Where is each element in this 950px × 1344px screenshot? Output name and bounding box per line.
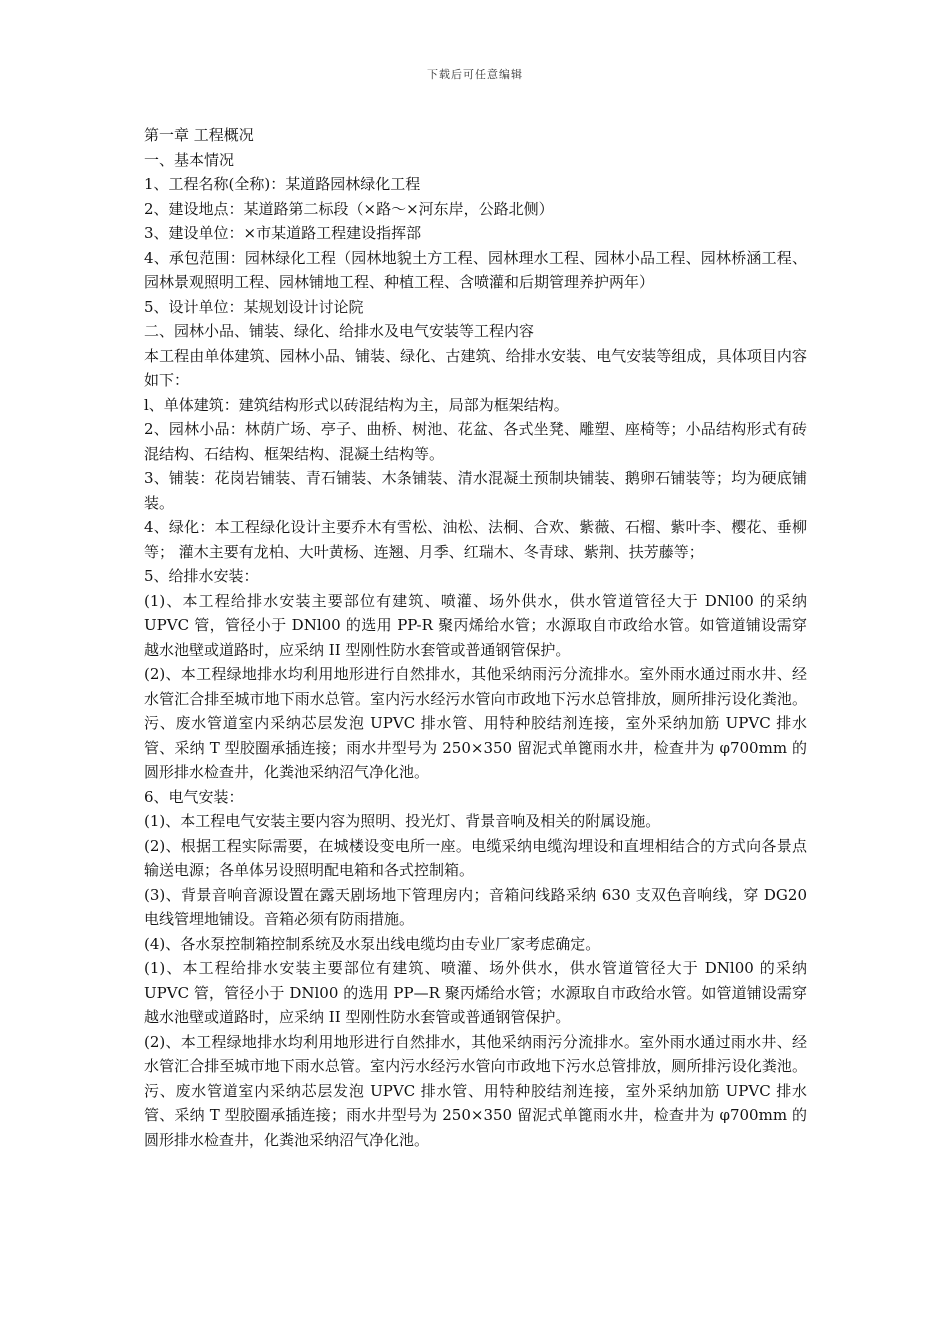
paragraph: 4、绿化：本工程绿化设计主要乔木有雪松、油松、法桐、合欢、紫薇、石榴、紫叶李、樱花、垂柳等； 灌木主要有龙柏、大叶黄杨、连翘、月季、红瑞木、冬青球、紫荆、扶芳藤等； [144, 518, 807, 561]
paragraph: 本工程由单体建筑、园林小品、铺装、绿化、古建筑、给排水安装、电气安装等组成，具体项目内容如下： [144, 346, 807, 389]
paragraph: l、单体建筑：建筑结构形式以砖混结构为主，局部为框架结构。 [144, 395, 569, 414]
paragraph: 5、给排水安装： [144, 567, 259, 585]
paragraph: 2、建设地点：某道路第二标段（×路～×河东岸，公路北侧） [144, 199, 554, 218]
paragraph: (1)、本工程电气安装主要内容为照明、投光灯、背景音响及相关的附属设施。 [144, 812, 661, 830]
paragraph: (4)、各水泵控制箱控制系统及水泵出线电缆均由专业厂家考虑确定。 [144, 934, 601, 953]
paragraph: (1)、本工程给排水安装主要部位有建筑、喷灌、场外供水，供水管道管径大于 DNl00 的采纳 UPVC 管，管径小于 DNl00 的选用 PP—R 聚丙烯给水管；水源取自市政给水管。如管道铺设需穿越水池壁或道路时，应采纳 II 型刚性防水套管或普通钢管保护。 [144, 959, 807, 1026]
document-body [144, 123, 807, 1152]
section-heading-scope: 二、园林小品、铺装、绿化、给排水及电气安装等工程内容 [144, 322, 535, 340]
paragraph: 2、园林小品：林荫广场、亭子、曲桥、树池、花盆、各式坐凳、雕塑、座椅等；小品结构形式有砖混结构、石结构、框架结构、混凝土结构等。 [144, 420, 807, 463]
paragraph: 4、承包范围：园林绿化工程（园林地貌土方工程、园林理水工程、园林小品工程、园林桥涵工程、园林景观照明工程、园林铺地工程、种植工程、含喷灌和后期管理养护两年） [144, 248, 807, 291]
page-header-note: 下载后可任意编辑 [427, 68, 523, 81]
paragraph: (2)、根据工程实际需要，在城楼设变电所一座。电缆采纳电缆沟埋设和直埋相结合的方式向各景点输送电源；各单体另设照明配电箱和各式控制箱。 [144, 836, 807, 879]
paragraph: (2)、本工程绿地排水均利用地形进行自然排水，其他采纳雨污分流排水。室外雨水通过雨水井、经水管汇合排至城市地下雨水总管。室内污水经污水管向市政地下污水总管排放，厕所排污设化粪池。污、废水管道室内采纳芯层发泡 UPVC 排水管、用特种胶结剂连接，室外采纳加筋 UPVC 排水管、采纳 T 型胶圈承插连接；雨水井型号为 250×350 留泥式单篦雨水井，检查井为 φ700mm 的圆形排水检查井，化粪池采纳沼气净化池。 [144, 1032, 807, 1149]
paragraph: (3)、背景音响音源设置在露天剧场地下管理房内；音箱问线路采纳 630 支双色音响线，穿 DG20 电线管埋地铺设。音箱必须有防雨措施。 [144, 885, 807, 928]
paragraph: 3、建设单位：×市某道路工程建设指挥部 [144, 224, 422, 242]
paragraph: 1、工程名称(全称)：某道路园林绿化工程 [144, 175, 421, 193]
chapter-title: 第一章 工程概况 [144, 126, 254, 144]
paragraph: 3、铺装：花岗岩铺装、青石铺装、木条铺装、清水混凝土预制块铺装、鹅卵石铺装等；均为硬底铺装。 [144, 469, 807, 512]
paragraph: 6、电气安装： [144, 787, 244, 806]
section-heading-basic-info: 一、基本情况 [144, 150, 235, 169]
paragraph: (1)、本工程给排水安装主要部位有建筑、喷灌、场外供水，供水管道管径大于 DNl00 的采纳 UPVC 管，管径小于 DNl00 的选用 PP-R 聚丙烯给水管；水源取自市政给水管。如管道铺设需穿越水池壁或道路时，应采纳 II 型刚性防水套管或普通钢管保护。 [144, 591, 807, 659]
paragraph: (2)、本工程绿地排水均利用地形进行自然排水，其他采纳雨污分流排水。室外雨水通过雨水井、经水管汇合排至城市地下雨水总管。室内污水经污水管向市政地下污水总管排放，厕所排污设化粪池。污、废水管道室内采纳芯层发泡 UPVC 排水管、用特种胶结剂连接，室外采纳加筋 UPVC 排水管、采纳 T 型胶圈承插连接；雨水井型号为 250×350 留泥式单篦雨水井，检查井为 φ700mm 的圆形排水检查井，化粪池采纳沼气净化池。 [144, 665, 807, 781]
paragraph: 5、设计单位：某规划设计讨论院 [144, 297, 364, 316]
